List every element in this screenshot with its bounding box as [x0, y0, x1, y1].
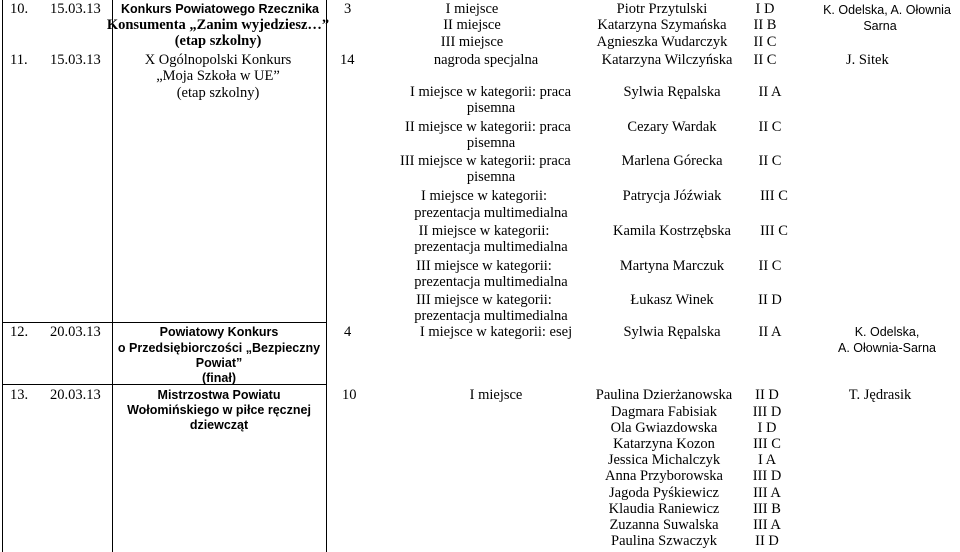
place: III miejsce w kategorii:	[416, 292, 552, 308]
player-name: Katarzyna Kozon	[613, 436, 715, 452]
contest-name: Konsumenta „Zanim wyjedziesz…”	[106, 17, 330, 33]
player-name: Dagmara Fabisiak	[611, 404, 717, 420]
class-label: II C	[758, 153, 782, 169]
student-name: Kamila Kostrzębska	[613, 223, 731, 239]
player-name: Anna Przyborowska	[605, 468, 723, 484]
class-label: II B	[753, 17, 777, 33]
place: I miejsce	[445, 1, 499, 17]
class-label: I D	[757, 420, 777, 436]
player-name: Paulina Dzierżanowska	[595, 387, 733, 403]
contest-name: (etap szkolny)	[174, 33, 262, 49]
class-label: III B	[753, 501, 781, 517]
student-name: Sylwia Rępalska	[623, 324, 721, 340]
place: II miejsce	[443, 17, 501, 33]
teacher-name: J. Sitek	[846, 52, 889, 68]
contest-name: „Moja Szkoła w UE”	[156, 68, 280, 84]
place: III miejsce w kategorii:	[416, 258, 552, 274]
participant-count: 10	[342, 387, 357, 403]
teacher-name: A. Ołownia-Sarna	[838, 341, 936, 355]
teacher-name: T. Jędrasik	[848, 387, 912, 403]
contest-name: Powiatowy Konkurs	[159, 325, 279, 339]
contest-name: Mistrzostwa Powiatu	[157, 388, 281, 402]
class-label: II C	[753, 34, 777, 50]
class-label: III A	[753, 517, 781, 533]
student-name: Marlena Górecka	[621, 153, 723, 169]
place: prezentacja multimedialna	[414, 274, 568, 290]
place: prezentacja multimedialna	[414, 205, 568, 221]
contest-name: o Przedsiębiorczości „Bezpieczny	[117, 341, 321, 355]
student-name: Katarzyna Wilczyńska	[601, 52, 733, 68]
player-name: Zuzanna Suwalska	[609, 517, 719, 533]
class-label: II C	[758, 258, 782, 274]
student-name: Katarzyna Szymańska	[597, 17, 727, 33]
class-label: III A	[753, 485, 781, 501]
participant-count: 4	[344, 324, 352, 340]
row-divider	[2, 384, 326, 385]
participant-count: 3	[344, 1, 352, 17]
class-label: II C	[758, 119, 782, 135]
place: I miejsce w kategorii: praca	[410, 84, 572, 100]
row-number: 11.	[10, 52, 28, 68]
student-name: Agnieszka Wudarczyk	[596, 34, 728, 50]
player-name: Jessica Michalczyk	[607, 452, 721, 468]
contest-name: Konkurs Powiatowego Rzecznika	[121, 2, 319, 16]
row-date: 15.03.13	[50, 1, 101, 17]
player-name: Jagoda Pyśkiewicz	[609, 485, 719, 501]
class-label: III C	[760, 188, 788, 204]
row-number: 10.	[10, 1, 29, 17]
teacher-name: Sarna	[863, 19, 897, 33]
player-name: Ola Gwiazdowska	[610, 420, 718, 436]
row-date: 15.03.13	[50, 52, 101, 68]
player-name: Paulina Szwaczyk	[611, 533, 717, 549]
place: prezentacja multimedialna	[414, 308, 568, 324]
class-label: II D	[755, 387, 779, 403]
student-name: Martyna Marczuk	[619, 258, 725, 274]
row-date: 20.03.13	[50, 387, 101, 403]
class-label: III C	[753, 436, 781, 452]
place: III miejsce w kategorii: praca	[400, 153, 571, 169]
place: prezentacja multimedialna	[414, 239, 568, 255]
participant-count: 14	[340, 52, 355, 68]
class-label: III C	[760, 223, 788, 239]
column-divider	[326, 0, 327, 552]
contest-name: (finał)	[201, 371, 237, 385]
student-name: Piotr Przytulski	[616, 1, 708, 17]
student-name: Sylwia Rępalska	[623, 84, 721, 100]
teacher-name: K. Odelska, A. Ołownia	[823, 3, 951, 17]
row-date: 20.03.13	[50, 324, 101, 340]
place: I miejsce w kategorii:	[420, 188, 548, 204]
row-number: 12.	[10, 324, 29, 340]
class-label: I D	[755, 1, 775, 17]
table-border-left	[2, 0, 3, 552]
class-label: II D	[755, 533, 779, 549]
contest-name: (etap szkolny)	[176, 85, 260, 101]
place: I miejsce w kategorii: esej	[419, 324, 573, 340]
class-label: II C	[753, 52, 777, 68]
student-name: Patrycja Jóźwiak	[622, 188, 722, 204]
place: pisemna	[466, 169, 516, 185]
student-name: Cezary Wardak	[627, 119, 717, 135]
student-name: Łukasz Winek	[630, 292, 714, 308]
contest-name: X Ogólnopolski Konkurs	[144, 52, 292, 68]
contest-name: Powiat”	[195, 356, 243, 370]
place: III miejsce	[440, 34, 504, 50]
class-label: II D	[758, 292, 782, 308]
column-divider	[112, 0, 113, 552]
place: pisemna	[466, 135, 516, 151]
player-name: Klaudia Raniewicz	[608, 501, 720, 517]
place: II miejsce w kategorii:	[418, 223, 550, 239]
row-divider	[2, 322, 326, 323]
class-label: II A	[758, 84, 782, 100]
class-label: II A	[758, 324, 782, 340]
contest-name: dziewcząt	[189, 418, 249, 432]
contest-name: Wołomińskiego w piłce ręcznej	[127, 403, 311, 417]
class-label: III D	[752, 468, 782, 484]
class-label: I A	[757, 452, 777, 468]
place: II miejsce w kategorii: praca	[405, 119, 571, 135]
class-label: III D	[752, 404, 782, 420]
teacher-name: K. Odelska,	[854, 325, 920, 339]
place: I miejsce	[469, 387, 523, 403]
place: nagroda specjalna	[433, 52, 539, 68]
row-number: 13.	[10, 387, 29, 403]
place: pisemna	[466, 100, 516, 116]
